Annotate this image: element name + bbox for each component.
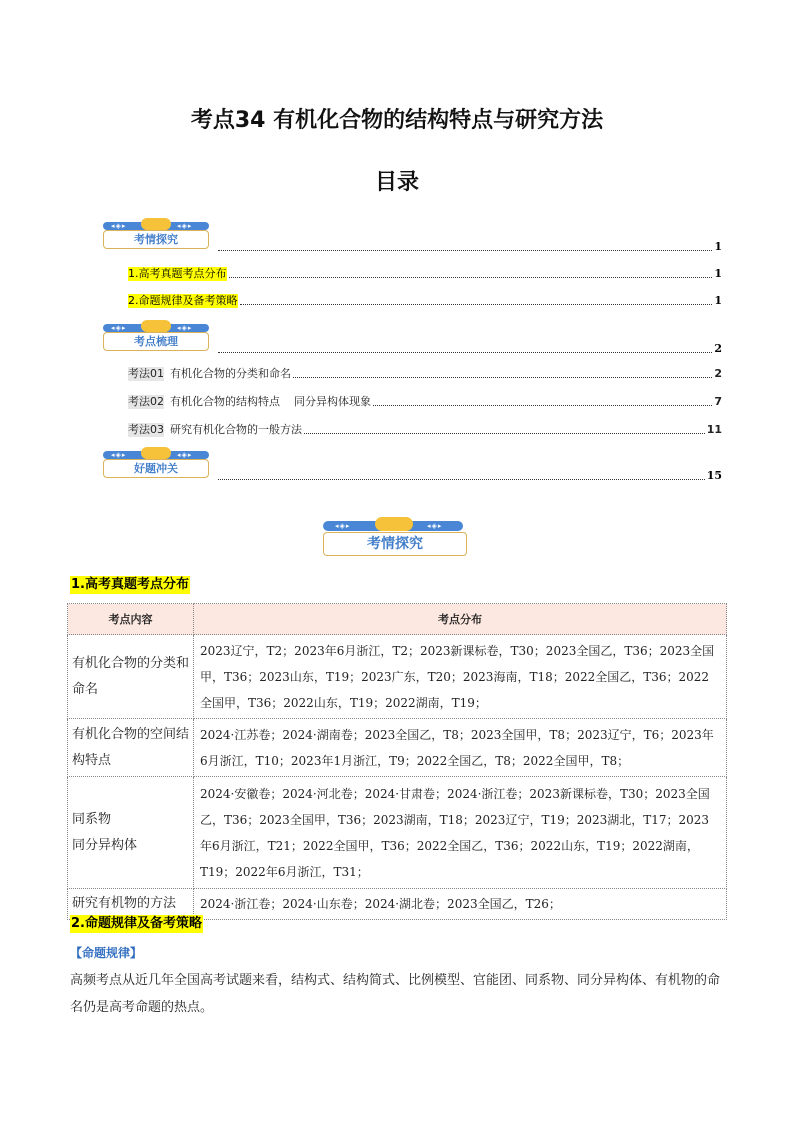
section-badge-kaoqing bbox=[323, 517, 467, 557]
toc-entry-sub1[interactable] bbox=[128, 367, 722, 381]
toc-entry-label: 研究有机化合物的一般方法 bbox=[170, 423, 302, 436]
toc-leader bbox=[218, 351, 712, 353]
toc-page-number: 7 bbox=[714, 395, 722, 408]
toc-leader bbox=[373, 404, 712, 406]
table-header-cell: 考点内容 bbox=[68, 604, 194, 635]
toc-entry-item2[interactable] bbox=[128, 294, 722, 308]
distribution-cell: 2024·安徽卷；2024·河北卷；2024·甘肃卷；2024·浙江卷；2023新课标卷，T30；2023全国乙，T36；2023全国甲，T36；2023湖南，T18；2023辽宁，T19；2023湖北，T17；2023年6月浙江，T21；2022全国甲，T36；2022全国乙，T36；2022山东，T19；2022湖南，T19；2022年6月浙江，T31； bbox=[194, 777, 727, 889]
toc-badge-kaodian[interactable] bbox=[103, 320, 209, 352]
badge-label: 考点梳理 bbox=[103, 332, 209, 351]
distribution-cell: 2024·江苏卷；2024·湖南卷；2023全国乙，T8；2023全国甲，T8；2023辽宁，T6；2023年6月浙江，T10；2023年1月浙江，T9；2022全国乙，T8；2022全国甲，T8； bbox=[194, 719, 727, 777]
toc-page-number: 1 bbox=[714, 294, 722, 307]
distribution-cell: 2023辽宁，T2；2023年6月浙江，T2；2023新课标卷，T30；2023全国乙，T36；2023全国甲，T36；2023山东，T19；2023广东，T20；2023海南，T18；2022全国乙，T36；2022全国甲，T36；2022山东，T19；2022湖南，T19； bbox=[194, 635, 727, 719]
badge-pill bbox=[375, 517, 413, 531]
badge-pill bbox=[141, 447, 171, 459]
toc-entry-haoti[interactable] bbox=[216, 469, 722, 483]
section-heading-strategy: 2.命题规律及备考策略 bbox=[71, 916, 202, 931]
table-row bbox=[68, 719, 727, 777]
toc-method-code: 考法02 bbox=[128, 395, 164, 408]
toc-page-number: 2 bbox=[714, 367, 722, 380]
toc-entry-label: 有机化合物的结构特点 同分异构体现象 bbox=[170, 395, 371, 408]
toc-badge-kaoqing[interactable] bbox=[103, 218, 209, 250]
topic-cell: 研究有机物的方法 bbox=[68, 889, 194, 920]
toc-method-code: 考法01 bbox=[128, 367, 164, 380]
toc-badge-haoti[interactable] bbox=[103, 447, 209, 479]
badge-pill bbox=[141, 218, 171, 230]
toc-method-code: 考法03 bbox=[128, 423, 164, 436]
topic-cell: 同系物 同分异构体 bbox=[68, 777, 194, 889]
badge-label: 好题冲关 bbox=[103, 459, 209, 478]
toc-leader bbox=[304, 432, 705, 434]
toc-page-number: 1 bbox=[714, 240, 722, 253]
toc-leader bbox=[218, 249, 712, 251]
topic-cell: 有机化合物的分类和命名 bbox=[68, 635, 194, 719]
toc-page-number: 2 bbox=[714, 342, 722, 355]
section-heading-distribution: 1.高考真题考点分布 bbox=[71, 577, 189, 592]
badge-label: 考情探究 bbox=[323, 532, 467, 556]
table-row bbox=[68, 635, 727, 719]
toc-leader bbox=[218, 478, 705, 480]
toc-page-number: 15 bbox=[706, 469, 722, 482]
table-header-row bbox=[68, 604, 727, 635]
badge-label: 考情探究 bbox=[103, 230, 209, 249]
badge-ornament-icon: ◂◈▸ bbox=[111, 451, 127, 459]
exam-distribution-table bbox=[67, 603, 727, 920]
badge-ornament-icon: ◂◈▸ bbox=[177, 451, 193, 459]
toc-entry-kaodian[interactable] bbox=[216, 342, 722, 356]
badge-ornament-icon: ◂◈▸ bbox=[111, 324, 127, 332]
rule-paragraph: 高频考点从近几年全国高考试题来看，结构式、结构简式、比例模型、官能团、同系物、同分异构体、有机物的命名仍是高考命题的热点。 bbox=[70, 973, 721, 1015]
toc-leader bbox=[293, 376, 712, 378]
toc-entry-item1[interactable] bbox=[128, 267, 722, 281]
toc-entry-label: 有机化合物的分类和命名 bbox=[170, 367, 291, 380]
toc-title: 目录 bbox=[374, 170, 419, 195]
toc-page-number: 1 bbox=[714, 267, 722, 280]
badge-ornament-icon: ◂◈▸ bbox=[177, 222, 193, 230]
badge-ornament-icon: ◂◈▸ bbox=[177, 324, 193, 332]
toc-entry-sub2[interactable] bbox=[128, 395, 722, 409]
toc-entry-kaoqing[interactable] bbox=[216, 240, 722, 254]
badge-ornament-icon: ◂◈▸ bbox=[427, 522, 443, 530]
toc-entry-label: 1.高考真题考点分布 bbox=[128, 267, 227, 280]
topic-cell: 有机化合物的空间结构特点 bbox=[68, 719, 194, 777]
badge-ornament-icon: ◂◈▸ bbox=[335, 522, 351, 530]
page-title: 考点34 有机化合物的结构特点与研究方法 bbox=[190, 108, 604, 133]
distribution-cell: 2024·浙江卷；2024·山东卷；2024·湖北卷；2023全国乙，T26； bbox=[194, 889, 727, 920]
toc-entry-sub3[interactable] bbox=[128, 423, 722, 437]
toc-entry-label: 2.命题规律及备考策略 bbox=[128, 294, 238, 307]
badge-ornament-icon: ◂◈▸ bbox=[111, 222, 127, 230]
rule-label: 【命题规律】 bbox=[70, 946, 143, 960]
toc-leader bbox=[229, 276, 713, 278]
badge-pill bbox=[141, 320, 171, 332]
toc-leader bbox=[240, 303, 713, 305]
table-header-cell: 考点分布 bbox=[194, 604, 727, 635]
table-row bbox=[68, 777, 727, 889]
toc-page-number: 11 bbox=[706, 423, 722, 436]
